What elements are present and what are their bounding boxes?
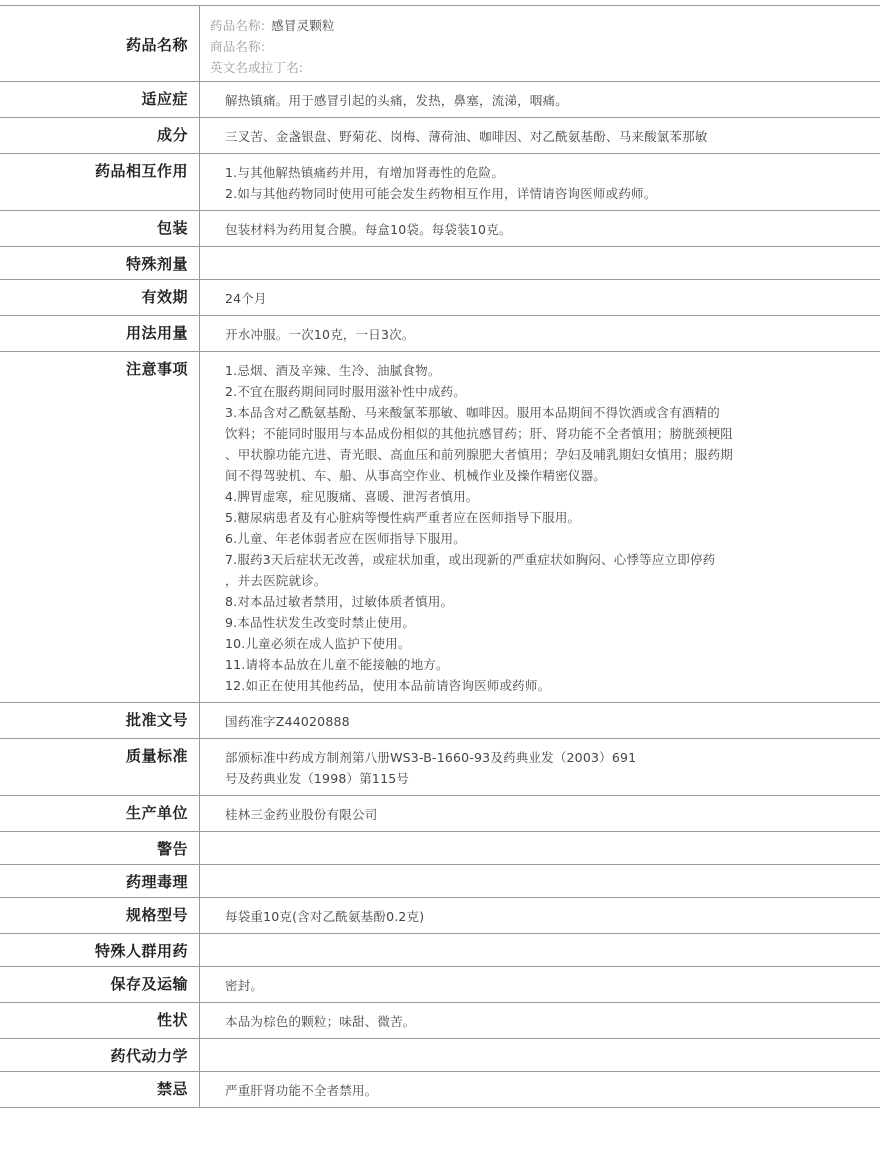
value-line: 7.服药3天后症状无改善，或症状加重，或出现新的严重症状如胸闷、心悸等应立即停药 — [225, 552, 716, 567]
value-line: 三叉苦、金盏银盘、野菊花、岗梅、薄荷油、咖啡因、对乙酰氨基酚、马来酸氯苯那敏 — [225, 129, 708, 144]
value-line: 3.本品含对乙酰氨基酚、马来酸氯苯那敏、咖啡因。服用本品期间不得饮酒或含有酒精的 — [225, 405, 720, 420]
info-row — [0, 796, 880, 832]
info-row — [0, 1003, 880, 1039]
row-value — [200, 1072, 880, 1107]
value-line: 11.请将本品放在儿童不能接触的地方。 — [225, 657, 449, 672]
info-row — [0, 280, 880, 316]
value-line: 9.本品性状发生改变时禁止使用。 — [225, 615, 416, 630]
row-value — [200, 934, 880, 966]
info-row — [0, 82, 880, 118]
drug-info-table — [0, 5, 880, 1108]
row-value — [200, 898, 880, 933]
row-label: 注意事项 — [0, 352, 200, 702]
generic-name-value: 感冒灵颗粒 — [271, 18, 335, 33]
value-line: 4.脾胃虚寒，症见腹痛、喜暖、泄泻者慎用。 — [225, 489, 479, 504]
row-label: 药理毒理 — [0, 865, 200, 897]
english-name-key: 英文名或拉丁名: — [210, 60, 304, 75]
info-row — [0, 832, 880, 865]
info-row — [0, 703, 880, 739]
row-value — [200, 832, 880, 864]
value-line: 、甲状腺功能亢进、青光眼、高血压和前列腺肥大者慎用；孕妇及哺乳期妇女慎用；服药期 — [225, 447, 734, 462]
value-line: 24个月 — [225, 291, 267, 306]
value-line: 包装材料为药用复合膜。每盒10袋。每袋装10克。 — [225, 222, 512, 237]
row-value — [200, 865, 880, 897]
info-row — [0, 1072, 880, 1108]
value-line: 10.儿童必须在成人监护下使用。 — [225, 636, 411, 651]
row-label: 特殊剂量 — [0, 247, 200, 279]
value-line: 6.儿童、年老体弱者应在医师指导下服用。 — [225, 531, 466, 546]
row-value — [200, 316, 880, 351]
value-line: 2.如与其他药物同时使用可能会发生药物相互作用，详情请咨询医师或药师。 — [225, 186, 657, 201]
info-row — [0, 967, 880, 1003]
row-value — [200, 796, 880, 831]
row-drug-name — [0, 6, 880, 82]
value-line: 1.忌烟、酒及辛辣、生冷、油腻食物。 — [225, 363, 441, 378]
value-line: 间不得驾驶机、车、船、从事高空作业、机械作业及操作精密仪器。 — [225, 468, 607, 483]
value-line: 号及药典业发（1998）第115号 — [225, 771, 410, 786]
value-line: 1.与其他解热镇痛药并用，有增加肾毒性的危险。 — [225, 165, 505, 180]
value-line: 开水冲服。一次10克，一日3次。 — [225, 327, 415, 342]
row-label: 规格型号 — [0, 898, 200, 933]
row-value — [200, 211, 880, 246]
info-row — [0, 1039, 880, 1072]
row-label: 包装 — [0, 211, 200, 246]
row-label: 用法用量 — [0, 316, 200, 351]
value-line: 饮料；不能同时服用与本品成份相似的其他抗感冒药；肝、肾功能不全者慎用；膀胱颈梗阻 — [225, 426, 734, 441]
row-label: 性状 — [0, 1003, 200, 1038]
row-value — [200, 739, 880, 795]
row-label: 适应症 — [0, 82, 200, 117]
value-line: 部颁标准中药成方制剂第八册WS3-B-1660-93及药典业发（2003）691 — [225, 750, 637, 765]
trade-name-key: 商品名称: — [210, 39, 266, 54]
row-label: 批准文号 — [0, 703, 200, 738]
value-line: 每袋重10克(含对乙酰氨基酚0.2克) — [225, 909, 425, 924]
info-row — [0, 739, 880, 796]
value-line: 2.不宜在服药期间同时服用滋补性中成药。 — [225, 384, 466, 399]
info-row — [0, 352, 880, 703]
row-value — [200, 6, 880, 81]
row-value — [200, 118, 880, 153]
row-label: 药品相互作用 — [0, 154, 200, 210]
row-value — [200, 352, 880, 702]
value-line: 12.如正在使用其他药品，使用本品前请咨询医师或药师。 — [225, 678, 551, 693]
info-row — [0, 898, 880, 934]
row-label: 警告 — [0, 832, 200, 864]
row-label: 药代动力学 — [0, 1039, 200, 1071]
value-line: 解热镇痛。用于感冒引起的头痛，发热，鼻塞，流涕，咽痛。 — [225, 93, 568, 108]
value-line: 本品为棕色的颗粒；味甜、微苦。 — [225, 1014, 416, 1029]
row-label: 药品名称 — [0, 6, 200, 81]
info-row — [0, 316, 880, 352]
info-row — [0, 865, 880, 898]
info-row — [0, 211, 880, 247]
info-row — [0, 118, 880, 154]
row-value — [200, 1003, 880, 1038]
info-row — [0, 247, 880, 280]
row-value — [200, 154, 880, 210]
row-value — [200, 82, 880, 117]
value-line: 严重肝肾功能不全者禁用。 — [225, 1083, 378, 1098]
row-label: 生产单位 — [0, 796, 200, 831]
row-label: 禁忌 — [0, 1072, 200, 1107]
value-line: ，并去医院就诊。 — [225, 573, 327, 588]
row-value — [200, 280, 880, 315]
value-line: 5.糖尿病患者及有心脏病等慢性病严重者应在医师指导下服用。 — [225, 510, 581, 525]
row-value — [200, 703, 880, 738]
row-label: 质量标准 — [0, 739, 200, 795]
value-line: 8.对本品过敏者禁用，过敏体质者慎用。 — [225, 594, 454, 609]
value-line: 桂林三金药业股份有限公司 — [225, 807, 378, 822]
row-label: 特殊人群用药 — [0, 934, 200, 966]
generic-name-key: 药品名称: — [210, 18, 266, 33]
generic-name-line — [210, 15, 880, 36]
info-row — [0, 934, 880, 967]
row-value — [200, 967, 880, 1002]
info-row — [0, 154, 880, 211]
row-value — [200, 1039, 880, 1071]
value-line: 国药准字Z44020888 — [225, 714, 350, 729]
row-label: 有效期 — [0, 280, 200, 315]
info-rows — [0, 82, 880, 1108]
row-label: 保存及运输 — [0, 967, 200, 1002]
value-line: 密封。 — [225, 978, 264, 993]
row-value — [200, 247, 880, 279]
row-label: 成分 — [0, 118, 200, 153]
